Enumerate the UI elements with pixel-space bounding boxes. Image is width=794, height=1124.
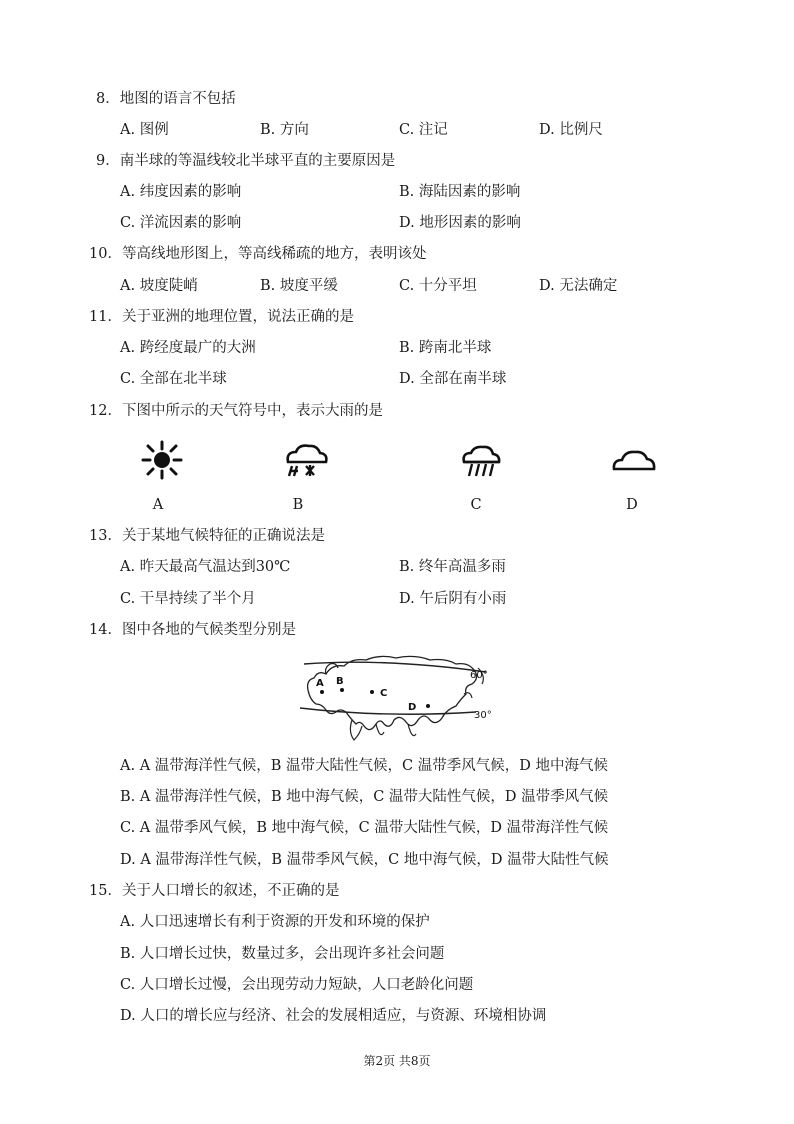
q13-option-b: B. 终年高温多雨 — [399, 559, 506, 575]
q13-option-d: D. 午后阴有小雨 — [399, 591, 507, 607]
map-label-d: D — [408, 702, 417, 713]
map-label-a: A — [316, 678, 324, 689]
q11-option-c: C. 全部在北半球 — [120, 371, 227, 387]
symbol-label-a: A — [152, 497, 164, 513]
sun-icon — [140, 440, 184, 480]
q10-stem: 10．等高线地形图上，等高线稀疏的地方，表明该处 — [89, 246, 427, 262]
q13-option-c: C. 干旱持续了半个月 — [120, 591, 256, 607]
q15-option-b: B. 人口增长过快，数量过多，会出现许多社会问题 — [120, 946, 445, 962]
lat-label-30: 30° — [474, 710, 492, 721]
q9-stem: 9．南半球的等温线较北半球平直的主要原因是 — [96, 153, 396, 169]
map-label-b: B — [336, 676, 344, 687]
q15-option-a: A. 人口迅速增长有利于资源的开发和环境的保护 — [120, 914, 430, 930]
rain-cloud-icon — [458, 444, 504, 478]
map-label-c: C — [380, 688, 388, 699]
q14-stem: 14．图中各地的气候类型分别是 — [89, 622, 296, 638]
q10-option-d: D. 无法确定 — [539, 278, 618, 294]
q9-option-c: C. 洋流因素的影响 — [120, 215, 242, 231]
symbol-label-c: C — [470, 497, 482, 513]
q11-option-a: A. 跨经度最广的大洲 — [120, 340, 256, 356]
q10-option-c: C. 十分平坦 — [399, 278, 477, 294]
q8-option-a: A. 图例 — [120, 122, 169, 138]
q8-option-b: B. 方向 — [260, 122, 309, 138]
symbol-label-d: D — [626, 497, 638, 513]
q8-option-c: C. 注记 — [399, 122, 448, 138]
q12-stem: 12．下图中所示的天气符号中，表示大雨的是 — [89, 403, 383, 419]
q9-option-a: A. 纬度因素的影响 — [120, 184, 242, 200]
cloud-icon — [610, 448, 658, 474]
q11-option-b: B. 跨南北半球 — [399, 340, 492, 356]
q15-option-c: C. 人口增长过慢，会出现劳动力短缺，人口老龄化问题 — [120, 977, 474, 993]
sleet-cloud-icon — [280, 442, 332, 478]
q14-option-d: D. A 温带海洋性气候，B 温带季风气候，C 地中海气候，D 温带大陆性气候 — [120, 852, 609, 868]
q13-stem: 13．关于某地气候特征的正确说法是 — [89, 528, 325, 544]
q15-stem: 15．关于人口增长的叙述，不正确的是 — [89, 883, 340, 899]
q8-option-d: D. 比例尺 — [539, 122, 603, 138]
q9-option-b: B. 海陆因素的影响 — [399, 184, 521, 200]
q10-option-a: A. 坡度陡峭 — [120, 278, 198, 294]
q8-stem: 8．地图的语言不包括 — [96, 91, 236, 107]
page-footer: 第2页 共8页 — [363, 1054, 431, 1068]
q14-option-c: C. A 温带季风气候，B 地中海气候，C 温带大陆性气候，D 温带海洋性气候 — [120, 820, 609, 836]
lat-label-60: 60° — [470, 670, 488, 681]
q11-stem: 11．关于亚洲的地理位置，说法正确的是 — [89, 309, 354, 325]
q11-option-d: D. 全部在南半球 — [399, 371, 507, 387]
q15-option-d: D. 人口的增长应与经济、社会的发展相适应，与资源、环境相协调 — [120, 1008, 547, 1024]
q14-option-a: A. A 温带海洋性气候，B 温带大陆性气候，C 温带季风气候，D 地中海气候 — [120, 758, 608, 774]
q10-option-b: B. 坡度平缓 — [260, 278, 338, 294]
symbol-label-b: B — [292, 497, 304, 513]
q9-option-d: D. 地形因素的影响 — [399, 215, 521, 231]
q13-option-a: A. 昨天最高气温达到30℃ — [120, 559, 291, 575]
q14-option-b: B. A 温带海洋性气候，B 地中海气候，C 温带大陆性气候，D 温带季风气候 — [120, 789, 609, 805]
eurasia-climate-map — [296, 650, 502, 748]
